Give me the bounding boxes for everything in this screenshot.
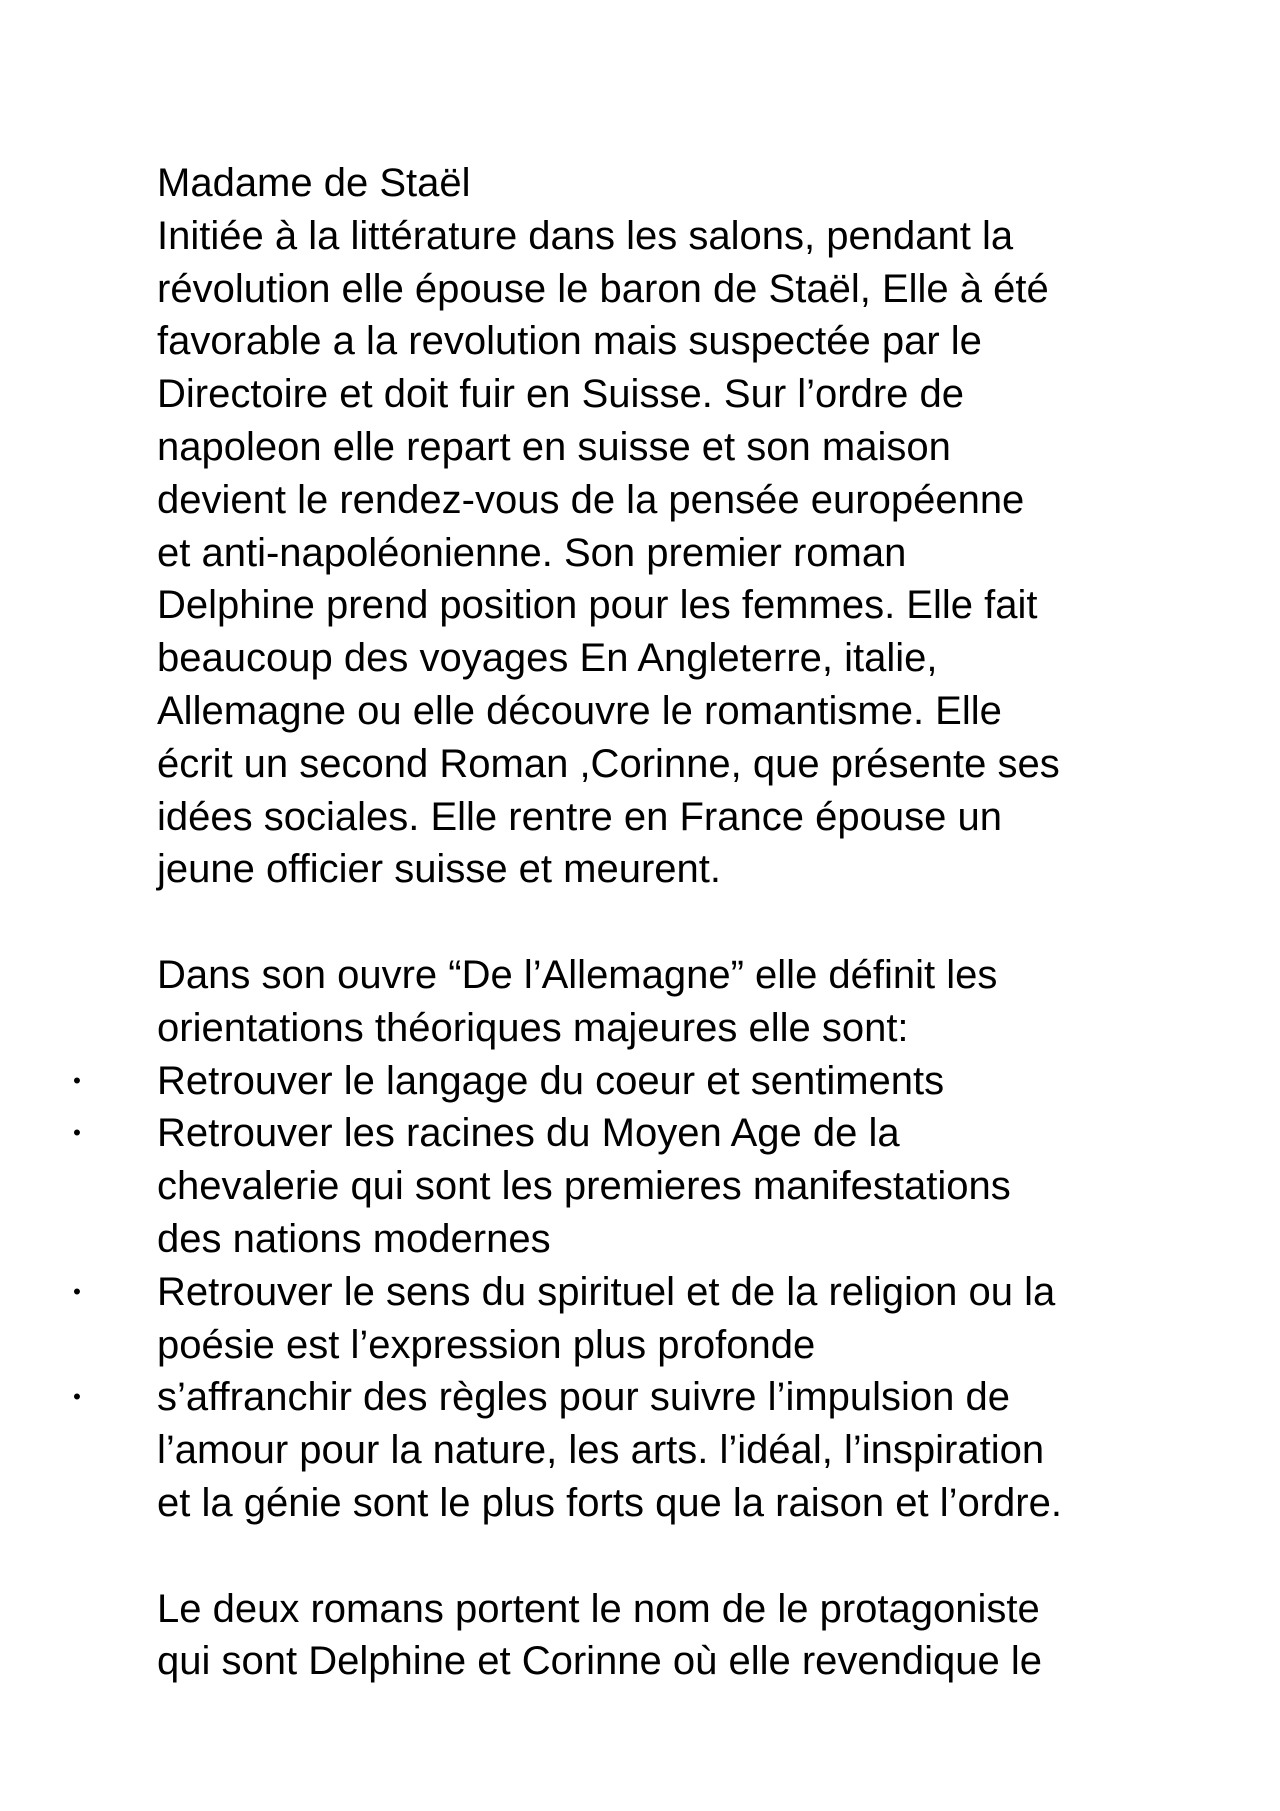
- text-line: qui sont Delphine et Corinne où elle revendique le: [157, 1639, 1043, 1684]
- text-line: orientations théoriques majeures elle sont:: [157, 1005, 909, 1050]
- text-line: chevalerie qui sont les premieres manifestations: [157, 1164, 1011, 1209]
- bullet-list: [73, 1055, 1157, 1530]
- document-body: [73, 157, 1157, 1688]
- text-line: napoleon elle repart en suisse et son maison: [157, 424, 951, 469]
- bullet-marker: •: [73, 1384, 81, 1410]
- text-line: et la génie sont le plus forts que la raison et l’ordre.: [157, 1480, 1062, 1525]
- bullet-marker: •: [73, 1120, 81, 1146]
- text-line: Dans son ouvre “De l’Allemagne” elle définit les: [157, 952, 998, 997]
- document-title: Madame de Staël: [157, 161, 471, 205]
- paragraph-novels: [157, 1583, 1157, 1689]
- text-line: poésie est l’expression plus profonde: [157, 1322, 816, 1367]
- text-line: beaucoup des voyages En Angleterre, italie,: [157, 636, 938, 681]
- bullet-marker: •: [73, 1067, 81, 1093]
- text-line: et anti-napoléonienne. Son premier roman: [157, 530, 907, 575]
- text-line: Le deux romans portent le nom de le protagoniste: [157, 1586, 1040, 1631]
- paragraph-spacer: [157, 1530, 1157, 1583]
- text-line: Retrouver le sens du spirituel et de la religion ou la: [157, 1269, 1056, 1314]
- text-line: révolution elle épouse le baron de Staël, Elle à été: [157, 266, 1049, 311]
- text-line: des nations modernes: [157, 1216, 551, 1261]
- bullet-marker: •: [73, 1278, 81, 1304]
- paragraph-allemagne: [157, 949, 1157, 1055]
- text-line: Retrouver les racines du Moyen Age de la: [157, 1111, 900, 1156]
- text-line: Initiée à la littérature dans les salons, pendant la: [157, 213, 1014, 258]
- bullet-item: [73, 1266, 1157, 1372]
- bullet-item: [73, 1055, 1157, 1108]
- text-line: devient le rendez-vous de la pensée européenne: [157, 477, 1025, 522]
- bullet-item: [73, 1371, 1157, 1529]
- text-line: Directoire et doit fuir en Suisse. Sur l’ordre de: [157, 372, 965, 417]
- text-line: Allemagne ou elle découvre le romantisme. Elle: [157, 688, 1002, 733]
- text-line: écrit un second Roman ,Corinne, que présente ses: [157, 741, 1060, 786]
- paragraph-spacer: [157, 896, 1157, 949]
- text-line: jeune officier suisse et meurent.: [157, 847, 722, 892]
- text-line: Retrouver le langage du coeur et sentiments: [157, 1058, 945, 1103]
- paragraph-biography: [157, 210, 1157, 896]
- text-line: favorable a la revolution mais suspectée par le: [157, 319, 982, 364]
- text-line: l’amour pour la nature, les arts. l’idéal, l’inspiration: [157, 1428, 1045, 1473]
- text-line: idées sociales. Elle rentre en France épouse un: [157, 794, 1002, 839]
- text-line: Delphine prend position pour les femmes. Elle fait: [157, 583, 1038, 628]
- bullet-item: [73, 1107, 1157, 1265]
- text-line: s’affranchir des règles pour suivre l’impulsion de: [157, 1375, 1011, 1420]
